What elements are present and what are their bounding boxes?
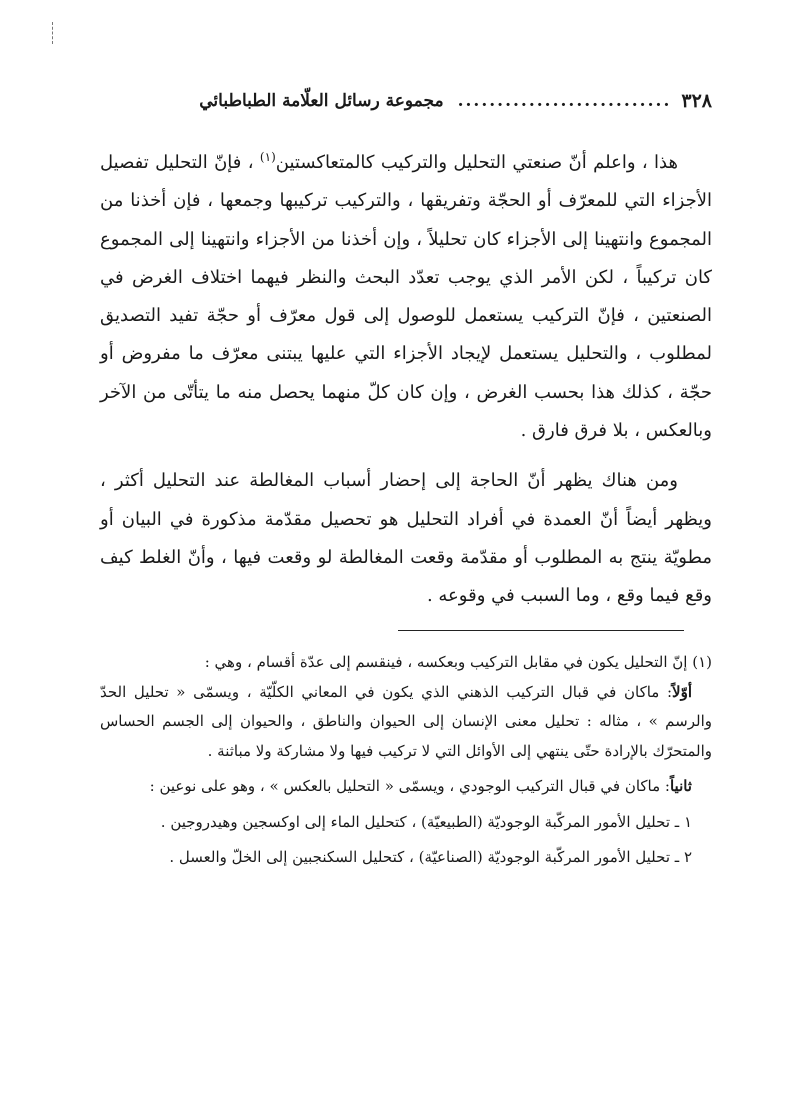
running-header [100,86,712,116]
footnote-second-text: : ماكان في قبال التركيب الوجودي ، ويسمّى « التحليل بالعكس » ، وهو على نوعين : [149,777,670,795]
main-text-body [100,138,712,616]
footnote-first-label: أوّلاً [672,682,692,701]
header-leader-dots: ........................... [457,91,672,111]
footnote-first-text: : ماكان في قبال التركيب الذهني الذي يكون في المعاني الكلّيّة ، ويسمّى « تحليل الحدّ والرسم » ، مثاله : تحليل معنى الإنسان إلى الحيوان والناطق ، والحيوان إلى الجسم الحساس والمتحرّك بالإرادة حتّى ينتهي إلى الأوائل التي لا تركيب فيها ولا مشاركة ولا مباثنة . [100,682,712,760]
paragraph-1 [100,138,712,450]
paragraph-1-rest: ، فإنّ التحليل تفصيل الأجزاء التي للمعرّف أو الحجّة وتفريقها ، والتركيب تركيبها وجمعها ، فإن أخذنا من المجموع وانتهينا إلى الأجزاء كان تحليلاً ، وإن أخذنا من الأجزاء وانتهينا إلى المجموع كان تركيباً ، لكن الأمر الذي يوجب تعدّد البحث والنظر فيهما اختلاف الغرض في الصنعتين ، فإنّ التركيب يستعمل للوصول إلى قول معرّف أو حجّة تفيد التصديق لمطلوب ، والتحليل يستعمل لإيجاد الأجزاء التي عليها يبتنى معرّف ما مفروض أو حجّة ، كذلك هذا بحسب الغرض ، وإن كان كلّ منهما يحصل منه ما يتأتّى من الآخر وبالعكس ، بلا فرق فارق . [100,152,712,442]
footnote-intro: (١) إنّ التحليل يكون في مقابل التركيب وبعكسه ، فينقسم إلى عدّة أقسام ، وهي : [204,653,712,671]
footnote-reference[interactable]: (١) [259,150,276,164]
footnotes-section [100,648,712,873]
paragraph-1-start: هذا ، واعلم أنّ صنعتي التحليل والتركيب كالمتعاكستين [275,152,678,173]
footnote-second-label: ثانياً [669,777,692,795]
footnote-list-item-1: ١ ـ تحليل الأمور المركّبة الوجوديّة (الطبيعيّة) ، كتحليل الماء إلى اوكسجين وهيدروجين . [160,812,692,831]
book-title: مجموعة رسائل العلّامة الطباطبائي [199,91,444,111]
footnote-list-item-2: ٢ ـ تحليل الأمور المركّبة الوجوديّة (الصناعيّة) ، كتحليل السكنجبين إلى الخلّ والعسل . [169,848,692,866]
footnote-separator [398,630,684,631]
footnote-first-section [100,678,712,767]
footnote-second-section [100,772,712,802]
scan-artifact-mark [52,22,54,44]
paragraph-2: ومن هناك يظهر أنّ الحاجة إلى إحضار أسباب المغالطة عند التحليل أكثر ، ويظهر أيضاً أنّ العمدة في أفراد التحليل هو تحصيل مقدّمة مذكورة في البيان أو مطويّة ينتج به المطلوب أو مقدّمة وقعت المغالطة لو وقعت فيها ، وأنّ الغلط كيف وقع فيما وقع ، وما السبب في وقوعه . [100,470,712,607]
page-number: ٣٢٨ [681,90,712,112]
